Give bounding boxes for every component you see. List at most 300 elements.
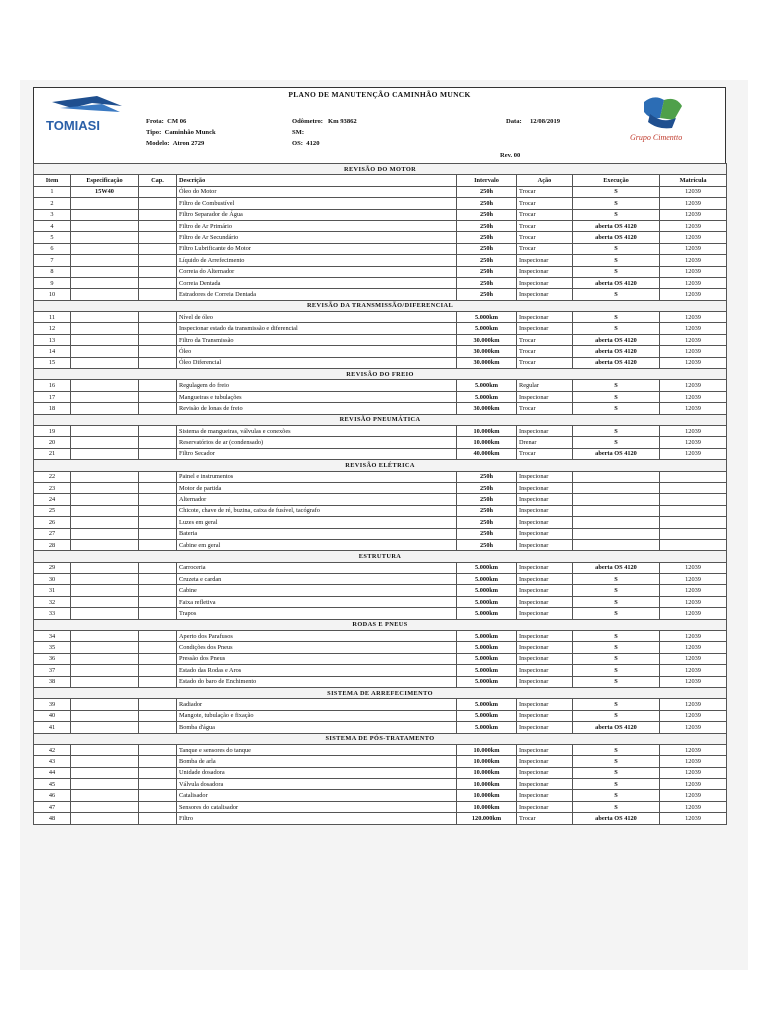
table-cell: aberta OS 4120	[573, 232, 660, 243]
table-cell: Cruzeta e cardan	[177, 574, 457, 585]
table-cell	[139, 699, 177, 710]
section-title: SISTEMA DE ARREFECIMENTO	[34, 687, 727, 698]
table-cell: 5.000km	[457, 312, 517, 323]
table-cell	[71, 767, 139, 778]
table-cell: Tanque e sensores do tanque	[177, 744, 457, 755]
table-row	[34, 186, 727, 197]
table-cell: 120.000km	[457, 813, 517, 824]
table-cell	[71, 665, 139, 676]
table-cell: S	[573, 744, 660, 755]
table-cell: Condições dos Pneus	[177, 642, 457, 653]
section-header-row	[34, 551, 727, 562]
table-cell: S	[573, 391, 660, 402]
table-cell: aberta OS 4120	[573, 562, 660, 573]
table-cell	[71, 494, 139, 505]
table-cell: 250h	[457, 482, 517, 493]
table-cell	[71, 517, 139, 528]
table-cell: S	[573, 323, 660, 334]
table-cell	[139, 665, 177, 676]
table-cell: S	[573, 186, 660, 197]
table-cell: 12039	[660, 744, 727, 755]
table-cell: 12039	[660, 585, 727, 596]
table-cell: 250h	[457, 186, 517, 197]
table-cell: Filtro da Transmissão	[177, 334, 457, 345]
column-header: Execução	[573, 175, 660, 186]
table-cell	[139, 790, 177, 801]
table-row	[34, 437, 727, 448]
table-row	[34, 232, 727, 243]
table-cell: 40.000km	[457, 448, 517, 459]
table-cell	[71, 722, 139, 733]
table-cell: 22	[34, 471, 71, 482]
table-cell: 12039	[660, 767, 727, 778]
section-header-row	[34, 164, 727, 175]
table-row	[34, 425, 727, 436]
table-cell: 12039	[660, 653, 727, 664]
document-header	[33, 87, 726, 163]
table-cell: 33	[34, 608, 71, 619]
table-cell: Trocar	[517, 243, 573, 254]
table-cell: 21	[34, 448, 71, 459]
table-cell	[71, 266, 139, 277]
os-value: 4120	[306, 140, 320, 147]
table-cell	[573, 539, 660, 550]
table-cell: Sistema de mangueiras, válvulas e conexões	[177, 425, 457, 436]
table-cell: 5.000km	[457, 608, 517, 619]
table-cell: 44	[34, 767, 71, 778]
table-row	[34, 448, 727, 459]
table-cell: Inspecionar	[517, 255, 573, 266]
table-cell: 12039	[660, 722, 727, 733]
table-cell: Inspecionar	[517, 676, 573, 687]
table-cell: Inspecionar	[517, 608, 573, 619]
table-cell	[139, 813, 177, 824]
table-cell	[71, 220, 139, 231]
table-cell: aberta OS 4120	[573, 334, 660, 345]
document-title: PLANO DE MANUTENÇÃO CAMINHÃO MUNCK	[288, 90, 471, 99]
table-cell	[71, 562, 139, 573]
table-row	[34, 209, 727, 220]
table-cell: 30.000km	[457, 403, 517, 414]
frota-field: Frota: CM 06	[146, 118, 187, 125]
table-cell: Sensores do catalisador	[177, 801, 457, 812]
table-cell: 10.000km	[457, 767, 517, 778]
table-cell: 12039	[660, 813, 727, 824]
table-cell: 250h	[457, 243, 517, 254]
table-cell	[139, 198, 177, 209]
table-cell: 12039	[660, 437, 727, 448]
table-cell	[660, 539, 727, 550]
table-cell	[139, 334, 177, 345]
table-cell: 30.000km	[457, 334, 517, 345]
table-row	[34, 801, 727, 812]
table-cell: 24	[34, 494, 71, 505]
table-cell: 10.000km	[457, 790, 517, 801]
table-cell	[139, 722, 177, 733]
table-cell: S	[573, 425, 660, 436]
table-cell: Inspecionar	[517, 585, 573, 596]
table-cell	[660, 528, 727, 539]
table-cell: Regular	[517, 380, 573, 391]
table-cell	[573, 505, 660, 516]
modelo-field: Modelo: Atron 2729	[146, 140, 205, 147]
table-row	[34, 391, 727, 402]
section-header-row	[34, 369, 727, 380]
table-cell: 5.000km	[457, 585, 517, 596]
table-cell	[139, 209, 177, 220]
table-cell: 8	[34, 266, 71, 277]
table-cell: 12039	[660, 220, 727, 231]
table-cell	[139, 266, 177, 277]
table-row	[34, 608, 727, 619]
table-cell: 250h	[457, 517, 517, 528]
table-cell: Inspecionar	[517, 665, 573, 676]
section-title: REVISÃO ELÉTRICA	[34, 460, 727, 471]
table-cell: Unidade dosadora	[177, 767, 457, 778]
table-cell: 12039	[660, 243, 727, 254]
section-title: REVISÃO DO FREIO	[34, 369, 727, 380]
table-cell: 250h	[457, 277, 517, 288]
table-row	[34, 779, 727, 790]
table-cell	[139, 539, 177, 550]
table-row	[34, 631, 727, 642]
table-cell: 38	[34, 676, 71, 687]
table-cell: 12039	[660, 391, 727, 402]
table-cell: Bomba de arla	[177, 756, 457, 767]
table-cell: Inspecionar	[517, 539, 573, 550]
maintenance-plan-document	[33, 87, 726, 825]
table-cell	[71, 676, 139, 687]
tomiasi-logo	[42, 94, 132, 134]
table-cell: S	[573, 665, 660, 676]
section-header-row	[34, 619, 727, 630]
table-cell: Inspecionar	[517, 767, 573, 778]
table-cell: Filtro Separador de Água	[177, 209, 457, 220]
table-cell: 37	[34, 665, 71, 676]
table-row	[34, 494, 727, 505]
table-cell: 5.000km	[457, 596, 517, 607]
table-cell: Inspecionar	[517, 744, 573, 755]
table-cell: 250h	[457, 198, 517, 209]
table-cell: 12039	[660, 574, 727, 585]
table-cell: Inspecionar	[517, 562, 573, 573]
table-cell: 17	[34, 391, 71, 402]
table-cell: Estado do baro de Enchimento	[177, 676, 457, 687]
table-cell: 25	[34, 505, 71, 516]
table-cell: Inspecionar estado da transmissão e diferencial	[177, 323, 457, 334]
table-cell	[139, 186, 177, 197]
table-cell: Cabine em geral	[177, 539, 457, 550]
table-cell	[139, 653, 177, 664]
table-row	[34, 790, 727, 801]
table-cell	[573, 471, 660, 482]
table-cell	[139, 277, 177, 288]
table-row	[34, 403, 727, 414]
table-cell: Inspecionar	[517, 391, 573, 402]
table-cell: S	[573, 596, 660, 607]
table-cell: Inspecionar	[517, 323, 573, 334]
section-title: REVISÃO PNEUMÁTICA	[34, 414, 727, 425]
table-cell: 250h	[457, 494, 517, 505]
table-cell: Filtro de Ar Secundário	[177, 232, 457, 243]
table-cell	[71, 289, 139, 300]
table-row	[34, 505, 727, 516]
table-cell: 5.000km	[457, 722, 517, 733]
table-cell	[71, 448, 139, 459]
table-cell: 5.000km	[457, 676, 517, 687]
table-cell: S	[573, 756, 660, 767]
table-cell: 12039	[660, 596, 727, 607]
table-cell	[71, 403, 139, 414]
maintenance-table	[33, 163, 727, 825]
table-cell: 12039	[660, 676, 727, 687]
table-cell: 5.000km	[457, 391, 517, 402]
table-cell: Nível de óleo	[177, 312, 457, 323]
table-cell: Válvula dosadora	[177, 779, 457, 790]
table-cell	[139, 642, 177, 653]
table-cell	[71, 813, 139, 824]
table-cell: 41	[34, 722, 71, 733]
table-row	[34, 767, 727, 778]
table-row	[34, 277, 727, 288]
section-title: REVISÃO DO MOTOR	[34, 164, 727, 175]
table-cell	[139, 517, 177, 528]
table-cell: S	[573, 642, 660, 653]
table-cell	[139, 232, 177, 243]
table-cell: Inspecionar	[517, 505, 573, 516]
table-cell: Correia do Alternador	[177, 266, 457, 277]
table-row	[34, 539, 727, 550]
table-cell: S	[573, 699, 660, 710]
table-cell	[71, 232, 139, 243]
table-row	[34, 289, 727, 300]
table-cell: aberta OS 4120	[573, 722, 660, 733]
table-cell: S	[573, 312, 660, 323]
table-cell	[71, 585, 139, 596]
table-row	[34, 312, 727, 323]
table-cell: Inspecionar	[517, 471, 573, 482]
maintenance-table-body	[34, 164, 727, 825]
table-row	[34, 653, 727, 664]
table-cell: Trocar	[517, 334, 573, 345]
table-cell: 5.000km	[457, 710, 517, 721]
table-cell	[139, 801, 177, 812]
table-cell: Inspecionar	[517, 596, 573, 607]
table-cell: Filtro Lubrificante do Motor	[177, 243, 457, 254]
table-cell: Radiador	[177, 699, 457, 710]
table-cell	[71, 574, 139, 585]
table-cell	[139, 482, 177, 493]
table-cell: 12039	[660, 209, 727, 220]
table-cell: Trocar	[517, 198, 573, 209]
sm-field: SM:	[292, 129, 305, 136]
table-cell: Inspecionar	[517, 790, 573, 801]
table-cell: S	[573, 631, 660, 642]
table-cell: Inspecionar	[517, 699, 573, 710]
table-cell: 18	[34, 403, 71, 414]
table-cell: 5.000km	[457, 380, 517, 391]
table-cell: Inspecionar	[517, 631, 573, 642]
table-cell: Mangote, tubulação e fixação	[177, 710, 457, 721]
table-cell: S	[573, 801, 660, 812]
table-cell: 12039	[660, 448, 727, 459]
table-cell: Filtro de Ar Primário	[177, 220, 457, 231]
table-cell: 12039	[660, 631, 727, 642]
table-cell: 48	[34, 813, 71, 824]
table-cell: 40	[34, 710, 71, 721]
table-cell: Alternador	[177, 494, 457, 505]
table-cell	[71, 744, 139, 755]
column-header: Especificação	[71, 175, 139, 186]
table-cell: 12039	[660, 266, 727, 277]
table-cell: 23	[34, 482, 71, 493]
table-cell	[71, 608, 139, 619]
table-cell: S	[573, 209, 660, 220]
table-cell	[139, 505, 177, 516]
table-cell: S	[573, 585, 660, 596]
table-cell	[573, 528, 660, 539]
table-cell	[139, 779, 177, 790]
table-row	[34, 813, 727, 824]
table-cell	[71, 756, 139, 767]
table-row	[34, 676, 727, 687]
table-cell: Trocar	[517, 220, 573, 231]
data-value: 12/08/2019	[530, 118, 561, 125]
table-row	[34, 722, 727, 733]
table-cell: 45	[34, 779, 71, 790]
table-cell: Líquido de Arrefecimento	[177, 255, 457, 266]
table-cell: Estado das Rodas e Aros	[177, 665, 457, 676]
table-cell: Inspecionar	[517, 779, 573, 790]
table-cell: Inspecionar	[517, 266, 573, 277]
table-cell: 12039	[660, 425, 727, 436]
table-cell: S	[573, 289, 660, 300]
section-title: REVISÃO DA TRANSMISSÃO/DIFERENCIAL	[34, 300, 727, 311]
table-cell	[139, 357, 177, 368]
table-cell: S	[573, 653, 660, 664]
table-cell: Trocar	[517, 232, 573, 243]
table-row	[34, 334, 727, 345]
table-cell: Inspecionar	[517, 277, 573, 288]
table-cell: 5	[34, 232, 71, 243]
table-cell: 30.000km	[457, 346, 517, 357]
table-cell: 2	[34, 198, 71, 209]
section-header-row	[34, 687, 727, 698]
table-cell: Inspecionar	[517, 722, 573, 733]
table-cell: Painel e instrumentos	[177, 471, 457, 482]
table-cell	[660, 482, 727, 493]
table-cell	[139, 744, 177, 755]
table-cell	[573, 517, 660, 528]
table-cell: 10	[34, 289, 71, 300]
column-header: Matrícula	[660, 175, 727, 186]
table-cell	[139, 528, 177, 539]
table-cell: 250h	[457, 220, 517, 231]
table-cell: 5.000km	[457, 699, 517, 710]
table-cell	[139, 437, 177, 448]
table-cell: 9	[34, 277, 71, 288]
table-cell: 26	[34, 517, 71, 528]
table-cell: S	[573, 790, 660, 801]
table-cell: 20	[34, 437, 71, 448]
table-cell: Correia Dentada	[177, 277, 457, 288]
table-row	[34, 517, 727, 528]
section-header-row	[34, 460, 727, 471]
table-cell: 250h	[457, 528, 517, 539]
section-title: SISTEMA DE PÓS-TRATAMENTO	[34, 733, 727, 744]
table-cell: 6	[34, 243, 71, 254]
table-cell: Estradores de Correia Dentada	[177, 289, 457, 300]
column-header: Item	[34, 175, 71, 186]
table-cell: Luzes em geral	[177, 517, 457, 528]
section-header-row	[34, 300, 727, 311]
table-cell: 12039	[660, 334, 727, 345]
table-row	[34, 255, 727, 266]
table-row	[34, 744, 727, 755]
table-cell: 10.000km	[457, 437, 517, 448]
table-cell: 30	[34, 574, 71, 585]
table-row	[34, 323, 727, 334]
table-cell	[71, 209, 139, 220]
table-cell: Óleo Diferencial	[177, 357, 457, 368]
table-cell: 12039	[660, 801, 727, 812]
odometro-value: Km 93862	[327, 118, 357, 125]
table-cell: 5.000km	[457, 665, 517, 676]
table-cell	[71, 779, 139, 790]
table-cell: Aperto dos Parafusos	[177, 631, 457, 642]
table-cell: 10.000km	[457, 744, 517, 755]
table-cell	[139, 243, 177, 254]
table-cell	[71, 323, 139, 334]
table-row	[34, 642, 727, 653]
table-cell: 39	[34, 699, 71, 710]
data-field: Data: 12/08/2019	[506, 118, 561, 125]
column-header: Descrição	[177, 175, 457, 186]
table-cell	[139, 676, 177, 687]
modelo-value: Atron 2729	[172, 140, 205, 147]
table-row	[34, 665, 727, 676]
table-cell	[139, 448, 177, 459]
table-cell	[139, 255, 177, 266]
table-cell: Catalisador	[177, 790, 457, 801]
table-cell: S	[573, 403, 660, 414]
table-cell: 10.000km	[457, 801, 517, 812]
table-row	[34, 482, 727, 493]
table-row	[34, 528, 727, 539]
table-cell: Trocar	[517, 813, 573, 824]
table-cell	[71, 471, 139, 482]
table-cell	[71, 437, 139, 448]
table-cell	[139, 608, 177, 619]
table-cell: aberta OS 4120	[573, 346, 660, 357]
table-cell	[139, 494, 177, 505]
table-cell: aberta OS 4120	[573, 277, 660, 288]
table-cell	[139, 380, 177, 391]
table-cell: 27	[34, 528, 71, 539]
table-row	[34, 596, 727, 607]
table-cell: 47	[34, 801, 71, 812]
table-cell	[71, 710, 139, 721]
table-cell: 14	[34, 346, 71, 357]
table-cell: Filtro	[177, 813, 457, 824]
table-cell: S	[573, 574, 660, 585]
table-row	[34, 357, 727, 368]
table-cell: 43	[34, 756, 71, 767]
table-row	[34, 710, 727, 721]
table-cell	[660, 494, 727, 505]
table-cell	[139, 471, 177, 482]
table-cell: aberta OS 4120	[573, 220, 660, 231]
